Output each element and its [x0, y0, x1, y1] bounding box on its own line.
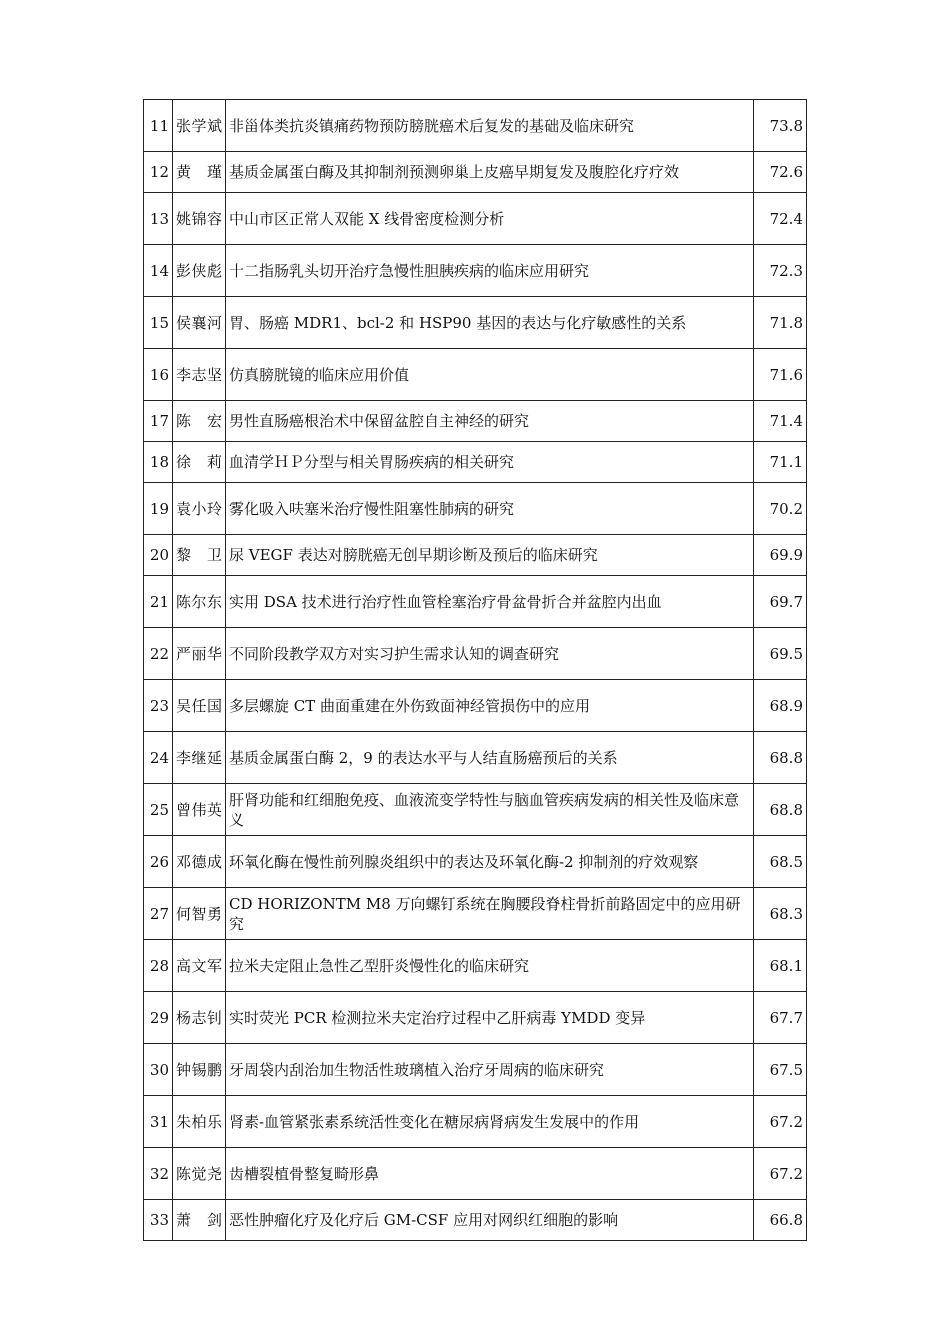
table-row: [144, 193, 807, 245]
author-name: 吴任国: [173, 680, 226, 732]
table-row: [144, 992, 807, 1044]
table-row: [144, 1044, 807, 1096]
project-title: 基质金属蛋白酶及其抑制剂预测卵巢上皮癌早期复发及腹腔化疗疗效: [226, 152, 754, 193]
row-number: 17: [144, 401, 173, 442]
score-value: 73.8: [754, 100, 807, 152]
row-number: 21: [144, 576, 173, 628]
table-row: [144, 245, 807, 297]
table-row: [144, 152, 807, 193]
project-title: 肾素-血管紧张素系统活性变化在糖尿病肾病发生发展中的作用: [226, 1096, 754, 1148]
score-value: 71.1: [754, 442, 807, 483]
project-title: 恶性肿瘤化疗及化疗后 GM-CSF 应用对网织红细胞的影响: [226, 1200, 754, 1241]
project-title: 血清学ＨＰ分型与相关胃肠疾病的相关研究: [226, 442, 754, 483]
author-name: 彭侠彪: [173, 245, 226, 297]
project-title: 拉米夫定阻止急性乙型肝炎慢性化的临床研究: [226, 940, 754, 992]
author-name: 黄瑾: [173, 152, 226, 193]
table-row: [144, 297, 807, 349]
row-number: 32: [144, 1148, 173, 1200]
score-value: 68.8: [754, 784, 807, 836]
table-row: [144, 349, 807, 401]
table-row: [144, 1200, 807, 1241]
row-number: 14: [144, 245, 173, 297]
score-value: 68.8: [754, 732, 807, 784]
project-title: 多层螺旋 CT 曲面重建在外伤致面神经管损伤中的应用: [226, 680, 754, 732]
score-value: 69.7: [754, 576, 807, 628]
author-name: 陈觉尧: [173, 1148, 226, 1200]
score-value: 71.6: [754, 349, 807, 401]
author-name: 钟锡鹏: [173, 1044, 226, 1096]
author-name: 陈尔东: [173, 576, 226, 628]
row-number: 25: [144, 784, 173, 836]
table-row: [144, 401, 807, 442]
project-title: 尿 VEGF 表达对膀胱癌无创早期诊断及预后的临床研究: [226, 535, 754, 576]
row-number: 16: [144, 349, 173, 401]
author-name: 张学斌: [173, 100, 226, 152]
author-name: 萧剑: [173, 1200, 226, 1241]
author-name: 徐莉: [173, 442, 226, 483]
table-row: [144, 888, 807, 940]
project-title: 牙周袋内刮治加生物活性玻璃植入治疗牙周病的临床研究: [226, 1044, 754, 1096]
score-value: 70.2: [754, 483, 807, 535]
score-value: 68.3: [754, 888, 807, 940]
table-row: [144, 680, 807, 732]
score-value: 68.1: [754, 940, 807, 992]
table-row: [144, 483, 807, 535]
score-value: 68.9: [754, 680, 807, 732]
project-title: 肝肾功能和红细胞免疫、血液流变学特性与脑血管疾病发病的相关性及临床意义: [226, 784, 754, 836]
score-value: 72.6: [754, 152, 807, 193]
score-value: 72.4: [754, 193, 807, 245]
row-number: 28: [144, 940, 173, 992]
row-number: 20: [144, 535, 173, 576]
table-row: [144, 442, 807, 483]
project-title: 雾化吸入呋塞米治疗慢性阻塞性肺病的研究: [226, 483, 754, 535]
table-row: [144, 836, 807, 888]
project-title: 环氧化酶在慢性前列腺炎组织中的表达及环氧化酶-2 抑制剂的疗效观察: [226, 836, 754, 888]
row-number: 18: [144, 442, 173, 483]
table-row: [144, 940, 807, 992]
row-number: 22: [144, 628, 173, 680]
table-row: [144, 100, 807, 152]
row-number: 13: [144, 193, 173, 245]
table-row: [144, 1148, 807, 1200]
project-title: 胃、肠癌 MDR1、bcl-2 和 HSP90 基因的表达与化疗敏感性的关系: [226, 297, 754, 349]
table-row: [144, 535, 807, 576]
score-value: 67.7: [754, 992, 807, 1044]
project-title: 非甾体类抗炎镇痛药物预防膀胱癌术后复发的基础及临床研究: [226, 100, 754, 152]
author-name: 李志坚: [173, 349, 226, 401]
row-number: 27: [144, 888, 173, 940]
author-name: 陈宏: [173, 401, 226, 442]
row-number: 24: [144, 732, 173, 784]
author-name: 严丽华: [173, 628, 226, 680]
project-title: 男性直肠癌根治术中保留盆腔自主神经的研究: [226, 401, 754, 442]
project-title: 中山市区正常人双能 X 线骨密度检测分析: [226, 193, 754, 245]
project-title: 齿槽裂植骨整复畸形鼻: [226, 1148, 754, 1200]
project-title: 基质金属蛋白酶 2，9 的表达水平与人结直肠癌预后的关系: [226, 732, 754, 784]
row-number: 26: [144, 836, 173, 888]
row-number: 19: [144, 483, 173, 535]
score-value: 71.8: [754, 297, 807, 349]
project-title: 不同阶段教学双方对实习护生需求认知的调查研究: [226, 628, 754, 680]
score-value: 72.3: [754, 245, 807, 297]
score-value: 67.2: [754, 1096, 807, 1148]
author-name: 侯襄河: [173, 297, 226, 349]
ranking-table: [143, 99, 807, 1241]
table-row: [144, 576, 807, 628]
author-name: 杨志钊: [173, 992, 226, 1044]
project-title: 实时荧光 PCR 检测拉米夫定治疗过程中乙肝病毒 YMDD 变异: [226, 992, 754, 1044]
score-value: 71.4: [754, 401, 807, 442]
project-title: 十二指肠乳头切开治疗急慢性胆胰疾病的临床应用研究: [226, 245, 754, 297]
project-title: 仿真膀胱镜的临床应用价值: [226, 349, 754, 401]
author-name: 李继延: [173, 732, 226, 784]
author-name: 姚锦容: [173, 193, 226, 245]
row-number: 31: [144, 1096, 173, 1148]
table-row: [144, 1096, 807, 1148]
author-name: 黎卫: [173, 535, 226, 576]
author-name: 朱柏乐: [173, 1096, 226, 1148]
author-name: 何智勇: [173, 888, 226, 940]
row-number: 33: [144, 1200, 173, 1241]
project-title: CD HORIZONTM M8 万向螺钉系统在胸腰段脊柱骨折前路固定中的应用研究: [226, 888, 754, 940]
score-value: 67.2: [754, 1148, 807, 1200]
row-number: 29: [144, 992, 173, 1044]
score-value: 66.8: [754, 1200, 807, 1241]
score-value: 68.5: [754, 836, 807, 888]
score-value: 69.5: [754, 628, 807, 680]
table-row: [144, 784, 807, 836]
author-name: 袁小玲: [173, 483, 226, 535]
score-value: 67.5: [754, 1044, 807, 1096]
table-row: [144, 628, 807, 680]
table-body: [144, 100, 807, 1241]
row-number: 30: [144, 1044, 173, 1096]
row-number: 23: [144, 680, 173, 732]
row-number: 15: [144, 297, 173, 349]
author-name: 邓德成: [173, 836, 226, 888]
row-number: 12: [144, 152, 173, 193]
score-value: 69.9: [754, 535, 807, 576]
project-title: 实用 DSA 技术进行治疗性血管栓塞治疗骨盆骨折合并盆腔内出血: [226, 576, 754, 628]
author-name: 曾伟英: [173, 784, 226, 836]
row-number: 11: [144, 100, 173, 152]
table-row: [144, 732, 807, 784]
author-name: 高文军: [173, 940, 226, 992]
